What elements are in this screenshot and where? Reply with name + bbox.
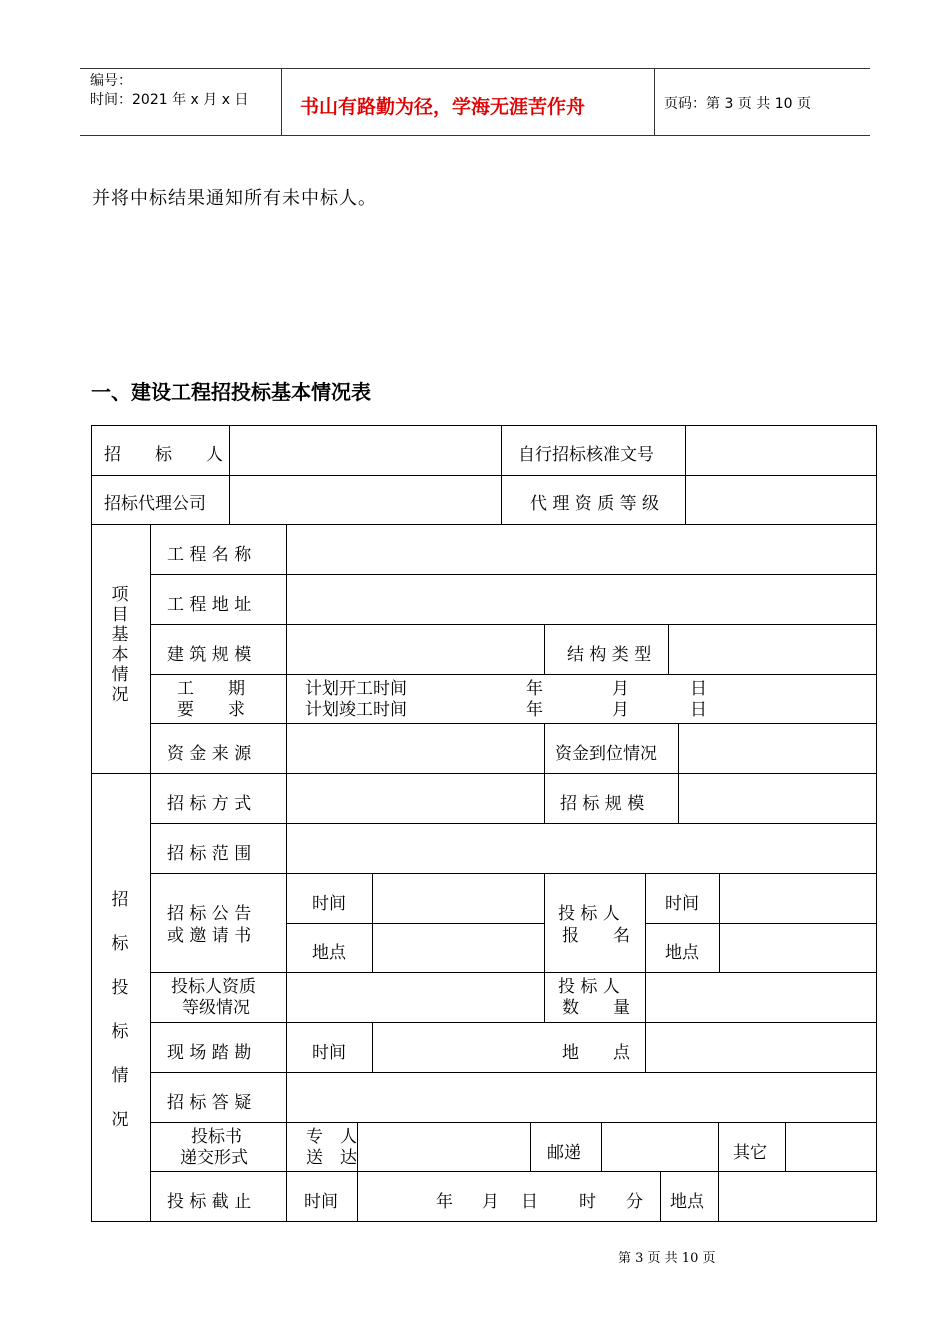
col-rule xyxy=(530,1122,531,1171)
col-rule xyxy=(286,524,287,1222)
col-rule xyxy=(501,425,502,524)
header-page-label: 页码：第 3 页 共 10 页 xyxy=(664,96,811,112)
deadline-label: 投 标 截 止 xyxy=(167,1192,252,1212)
row-rule xyxy=(150,1022,877,1023)
doc-number-label: 编号： xyxy=(90,73,132,89)
section-title: 一、建设工程招投标基本情况表 xyxy=(91,380,371,404)
col-rule xyxy=(357,1122,358,1222)
group-char: 情 xyxy=(111,1066,129,1086)
notice-time-label: 时间 xyxy=(312,894,346,914)
period-label-2: 要 求 xyxy=(177,700,245,720)
row-rule xyxy=(645,923,877,924)
notice-label-2: 或 邀 请 书 xyxy=(167,926,252,946)
row-rule xyxy=(150,1171,877,1172)
delivery-label-1: 投标书 xyxy=(191,1127,242,1147)
agency-label: 招标代理公司 xyxy=(104,494,206,514)
group-char: 目 xyxy=(111,605,129,625)
table-border-top xyxy=(91,425,877,426)
period-label-1: 工 期 xyxy=(177,679,245,699)
row-rule xyxy=(150,1072,877,1073)
table-border-bottom xyxy=(91,1221,877,1222)
row-rule xyxy=(150,574,877,575)
building-scale-label: 建 筑 规 模 xyxy=(167,645,252,665)
deadline-month: 月 xyxy=(482,1192,499,1212)
structure-type-label: 结 构 类 型 xyxy=(567,645,652,665)
col-rule xyxy=(668,624,669,674)
col-rule xyxy=(544,873,545,1022)
group-char: 况 xyxy=(111,685,129,705)
col-rule xyxy=(660,1171,661,1222)
table-border-left xyxy=(91,425,92,1222)
group-char: 情 xyxy=(111,665,129,685)
plan-start-label: 计划开工时间 xyxy=(305,679,407,699)
site-visit-label: 现 场 踏 勘 xyxy=(167,1043,252,1063)
body-paragraph: 并将中标结果通知所有未中标人。 xyxy=(92,188,377,209)
special-delivery-label-1: 专 人 xyxy=(306,1127,357,1147)
header-top-rule xyxy=(80,68,870,69)
group-char: 基 xyxy=(111,625,129,645)
col-rule xyxy=(601,1122,602,1171)
row-rule xyxy=(150,624,877,625)
deadline-minute: 分 xyxy=(626,1192,643,1212)
bid-method-label: 招 标 方 式 xyxy=(167,794,252,814)
row-rule xyxy=(91,475,877,476)
bidding-group-label xyxy=(104,878,136,1142)
doc-date-label: 时间：2021 年 x 月 x 日 xyxy=(90,92,249,108)
notice-label-1: 招 标 公 告 xyxy=(167,904,252,924)
group-char: 招 xyxy=(111,890,129,910)
end-month: 月 xyxy=(612,700,629,720)
project-address-label: 工 程 地 址 xyxy=(167,595,252,615)
registration-label-2: 报 名 xyxy=(562,926,630,946)
approval-doc-label: 自行招标核准文号 xyxy=(518,445,654,465)
site-visit-time-label: 时间 xyxy=(312,1043,346,1063)
group-char: 况 xyxy=(111,1110,129,1130)
col-rule xyxy=(645,873,646,1072)
qualification-grade-label: 代 理 资 质 等 级 xyxy=(530,494,660,514)
header-divider-right xyxy=(654,69,655,136)
start-month: 月 xyxy=(612,679,629,699)
tenderer-label: 招 标 人 xyxy=(104,445,223,465)
col-rule xyxy=(718,1122,719,1222)
group-char: 项 xyxy=(111,585,129,605)
project-basics-group-label xyxy=(104,585,136,705)
col-rule xyxy=(372,1022,373,1072)
row-rule xyxy=(150,823,877,824)
project-name-label: 工 程 名 称 xyxy=(167,545,252,565)
registration-label-1: 投 标 人 xyxy=(558,904,620,924)
deadline-place-label: 地点 xyxy=(670,1192,704,1212)
col-rule xyxy=(544,624,545,674)
row-rule xyxy=(150,1122,877,1123)
row-rule xyxy=(150,723,877,724)
header-bottom-rule xyxy=(80,135,870,136)
fund-source-label: 资 金 来 源 xyxy=(167,744,252,764)
bid-range-label: 招 标 范 围 xyxy=(167,844,252,864)
deadline-year: 年 xyxy=(436,1192,453,1212)
bid-scale-label: 招 标 规 模 xyxy=(560,794,645,814)
row-rule xyxy=(150,873,877,874)
fund-status-label: 资金到位情况 xyxy=(555,744,657,764)
col-rule xyxy=(229,425,230,524)
row-rule xyxy=(286,923,545,924)
other-label: 其它 xyxy=(733,1143,767,1163)
mail-label: 邮递 xyxy=(547,1143,581,1163)
row-rule xyxy=(91,524,877,525)
bidder-count-label-1: 投 标 人 xyxy=(558,977,620,997)
end-day: 日 xyxy=(690,700,707,720)
col-rule xyxy=(372,873,373,972)
qa-label: 招 标 答 疑 xyxy=(167,1093,252,1113)
col-rule xyxy=(785,1122,786,1171)
qualification-label-1: 投标人资质 xyxy=(171,977,256,997)
delivery-label-2: 递交形式 xyxy=(180,1148,248,1168)
header-motto: 书山有路勤为径，学海无涯苦作舟 xyxy=(300,96,586,118)
end-year: 年 xyxy=(526,700,543,720)
group-char: 投 xyxy=(111,978,129,998)
registration-place-label: 地点 xyxy=(665,943,699,963)
special-delivery-label-2: 送 达 xyxy=(306,1148,357,1168)
notice-place-label: 地点 xyxy=(312,943,346,963)
registration-time-label: 时间 xyxy=(665,894,699,914)
start-year: 年 xyxy=(526,679,543,699)
bidder-count-label-2: 数 量 xyxy=(562,998,630,1018)
group-char: 本 xyxy=(111,645,129,665)
col-rule xyxy=(685,425,686,524)
group-char: 标 xyxy=(111,934,129,954)
deadline-day: 日 xyxy=(521,1192,538,1212)
col-rule xyxy=(678,723,679,823)
deadline-hour: 时 xyxy=(579,1192,596,1212)
header-divider-left xyxy=(281,69,282,136)
col-rule xyxy=(150,524,151,1222)
col-rule xyxy=(719,873,720,972)
row-rule xyxy=(150,674,877,675)
qualification-label-2: 等级情况 xyxy=(182,998,250,1018)
row-rule xyxy=(91,773,877,774)
row-rule xyxy=(150,972,877,973)
plan-end-label: 计划竣工时间 xyxy=(305,700,407,720)
page-footer: 第 3 页 共 10 页 xyxy=(618,1251,716,1266)
site-visit-place-label: 地 点 xyxy=(562,1043,630,1063)
group-char: 标 xyxy=(111,1022,129,1042)
deadline-time-label: 时间 xyxy=(304,1192,338,1212)
start-day: 日 xyxy=(690,679,707,699)
col-rule xyxy=(544,723,545,823)
